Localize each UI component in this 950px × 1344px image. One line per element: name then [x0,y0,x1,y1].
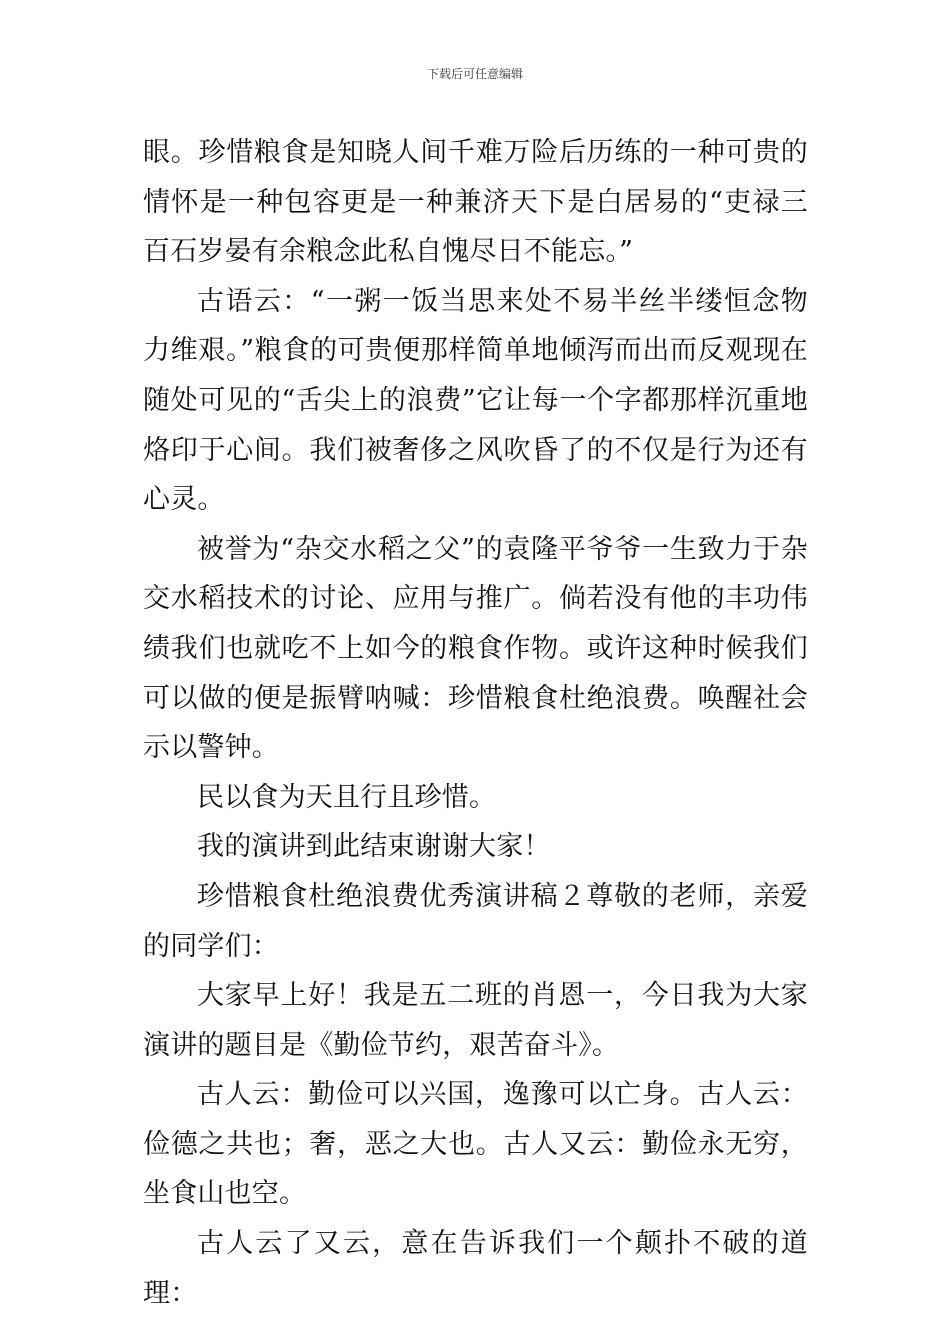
paragraph-4: 民以食为天且行且珍惜。 [197,781,497,813]
paragraph-8: 古人云：勤俭可以兴国，逸豫可以亡身。古人云：俭德之共也；奢，恶之大也。古人又云：勤俭永无穷，坐食山也空。 [143,1079,808,1210]
paragraph-1: 眼。珍惜粮食是知晓人间千难万险后历练的一种可贵的情怀是一种包容更是一种兼济天下是白居易的“吏禄三百石岁晏有余粮念此私自愧尽日不能忘。” [143,137,808,268]
paragraph-9: 古人云了又云，意在告诉我们一个颠扑不破的道理： [143,1228,808,1309]
paragraph-7: 大家早上好！我是五二班的肖恩一，今日我为大家演讲的题目是《勤俭节约，艰苦奋斗》。 [143,980,808,1061]
paragraph-6: 珍惜粮食杜绝浪费优秀演讲稿２尊敬的老师，亲爱的同学们： [143,880,808,962]
paragraph-5: 我的演讲到此结束谢谢大家！ [197,831,551,863]
page-header: 下载后可任意编辑 [426,67,523,81]
paragraph-2: 古语云：“一粥一饭当思来处不易半丝半缕恒念物力维艰。”粮食的可贵便那样简单地倾泻而出而反观现在随处可见的“舌尖上的浪费”它让每一个字都那样沉重地烙印于心间。我们被奢侈之风吹昏了的不仅是行为还有心灵。 [143,285,808,516]
document-body [143,128,808,1318]
paragraph-3: 被誉为“杂交水稻之父”的袁隆平爷爷一生致力于杂交水稻技术的讨论、应用与推广。倘若没有他的丰功伟绩我们也就吃不上如今的粮食作物。或许这种时候我们可以做的便是振臂呐喊：珍惜粮食杜绝浪费。唤醒社会示以警钟。 [143,533,808,764]
